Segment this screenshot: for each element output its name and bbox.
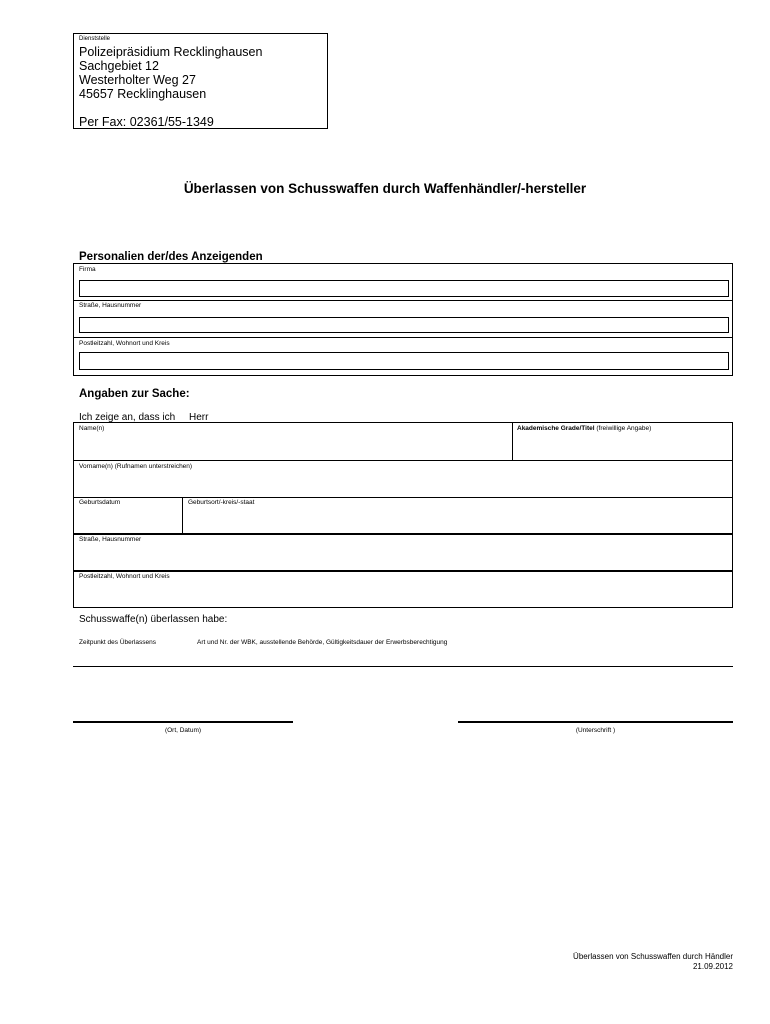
ueberlassen-line <box>73 666 733 667</box>
unterschrift-line <box>458 721 733 723</box>
name-input[interactable] <box>79 433 509 459</box>
footer-doc-name: Überlassen von Schusswaffen durch Händler <box>573 952 733 961</box>
divider <box>73 460 733 461</box>
grade-label-note: (freiwillige Angabe) <box>594 425 652 432</box>
address-line-department: Sachgebiet 12 <box>79 59 159 73</box>
person-plz-label: Postleitzahl, Wohnort und Kreis <box>79 573 170 580</box>
ueberlassen-input[interactable] <box>73 648 733 665</box>
strasse-label: Straße, Hausnummer <box>79 302 142 309</box>
plz-input[interactable] <box>79 352 729 370</box>
divider <box>73 533 733 535</box>
divider <box>73 337 733 338</box>
address-line-city: 45657 Recklinghausen <box>79 87 207 101</box>
unterschrift-label: (Unterschrift ) <box>575 727 616 734</box>
divider <box>512 422 513 461</box>
divider <box>73 570 733 572</box>
divider <box>182 497 183 534</box>
ueberlassen-text: Schusswaffe(n) überlassen habe: <box>79 614 228 625</box>
address-line-street: Westerholter Weg 27 <box>79 73 196 87</box>
divider <box>73 497 733 498</box>
sache-heading: Angaben zur Sache: <box>79 388 190 400</box>
recipient-address-box <box>73 33 328 129</box>
geburtsort-input[interactable] <box>186 508 730 532</box>
footer-date: 21.09.2012 <box>692 962 733 971</box>
address-label: Dienststelle <box>79 36 111 42</box>
grade-label <box>517 425 651 432</box>
divider <box>73 300 733 301</box>
geburtsdatum-label: Geburtsdatum <box>79 499 121 506</box>
firma-label: Firma <box>79 266 96 273</box>
address-line-authority: Polizeipräsidium Recklinghausen <box>79 45 263 59</box>
person-strasse-label: Straße, Hausnummer <box>79 536 142 543</box>
geburtsort-label: Geburtsort/-kreis/-staat <box>188 499 255 506</box>
firma-input[interactable] <box>79 280 729 297</box>
footer <box>460 952 733 972</box>
ort-datum-line <box>73 721 293 723</box>
ort-datum-label: (Ort, Datum) <box>164 727 202 734</box>
vorname-label: Vorname(n) (Rufnamen unterstreichen) <box>79 463 193 470</box>
form-title: Überlassen von Schusswaffen durch Waffenhändler/-hersteller <box>183 181 587 196</box>
strasse-input[interactable] <box>79 317 729 333</box>
art-label: Art und Nr. der WBK, ausstellende Behörde, Gültigkeitsdauer der Erwerbsberechtigung <box>197 639 448 646</box>
person-strasse-input[interactable] <box>79 545 729 569</box>
grade-label-bold: Akademische Grade/Titel <box>517 425 595 432</box>
grade-input[interactable] <box>515 433 731 459</box>
zeitpunkt-label: Zeitpunkt des Überlassens <box>79 639 156 646</box>
sache-intro: Ich zeige an, dass ich <box>79 412 176 423</box>
vorname-input[interactable] <box>79 472 729 496</box>
personalien-heading: Personalien der/des Anzeigenden <box>79 251 263 263</box>
geburtsdatum-input[interactable] <box>79 508 179 532</box>
person-plz-input[interactable] <box>79 582 729 606</box>
plz-label: Postleitzahl, Wohnort und Kreis <box>79 340 170 347</box>
address-fax: Per Fax: 02361/55-1349 <box>79 115 214 129</box>
ort-datum-input[interactable] <box>73 704 293 720</box>
unterschrift-input[interactable] <box>458 704 733 720</box>
salutation[interactable]: Herr <box>189 412 209 423</box>
name-label: Name(n) <box>79 425 105 432</box>
